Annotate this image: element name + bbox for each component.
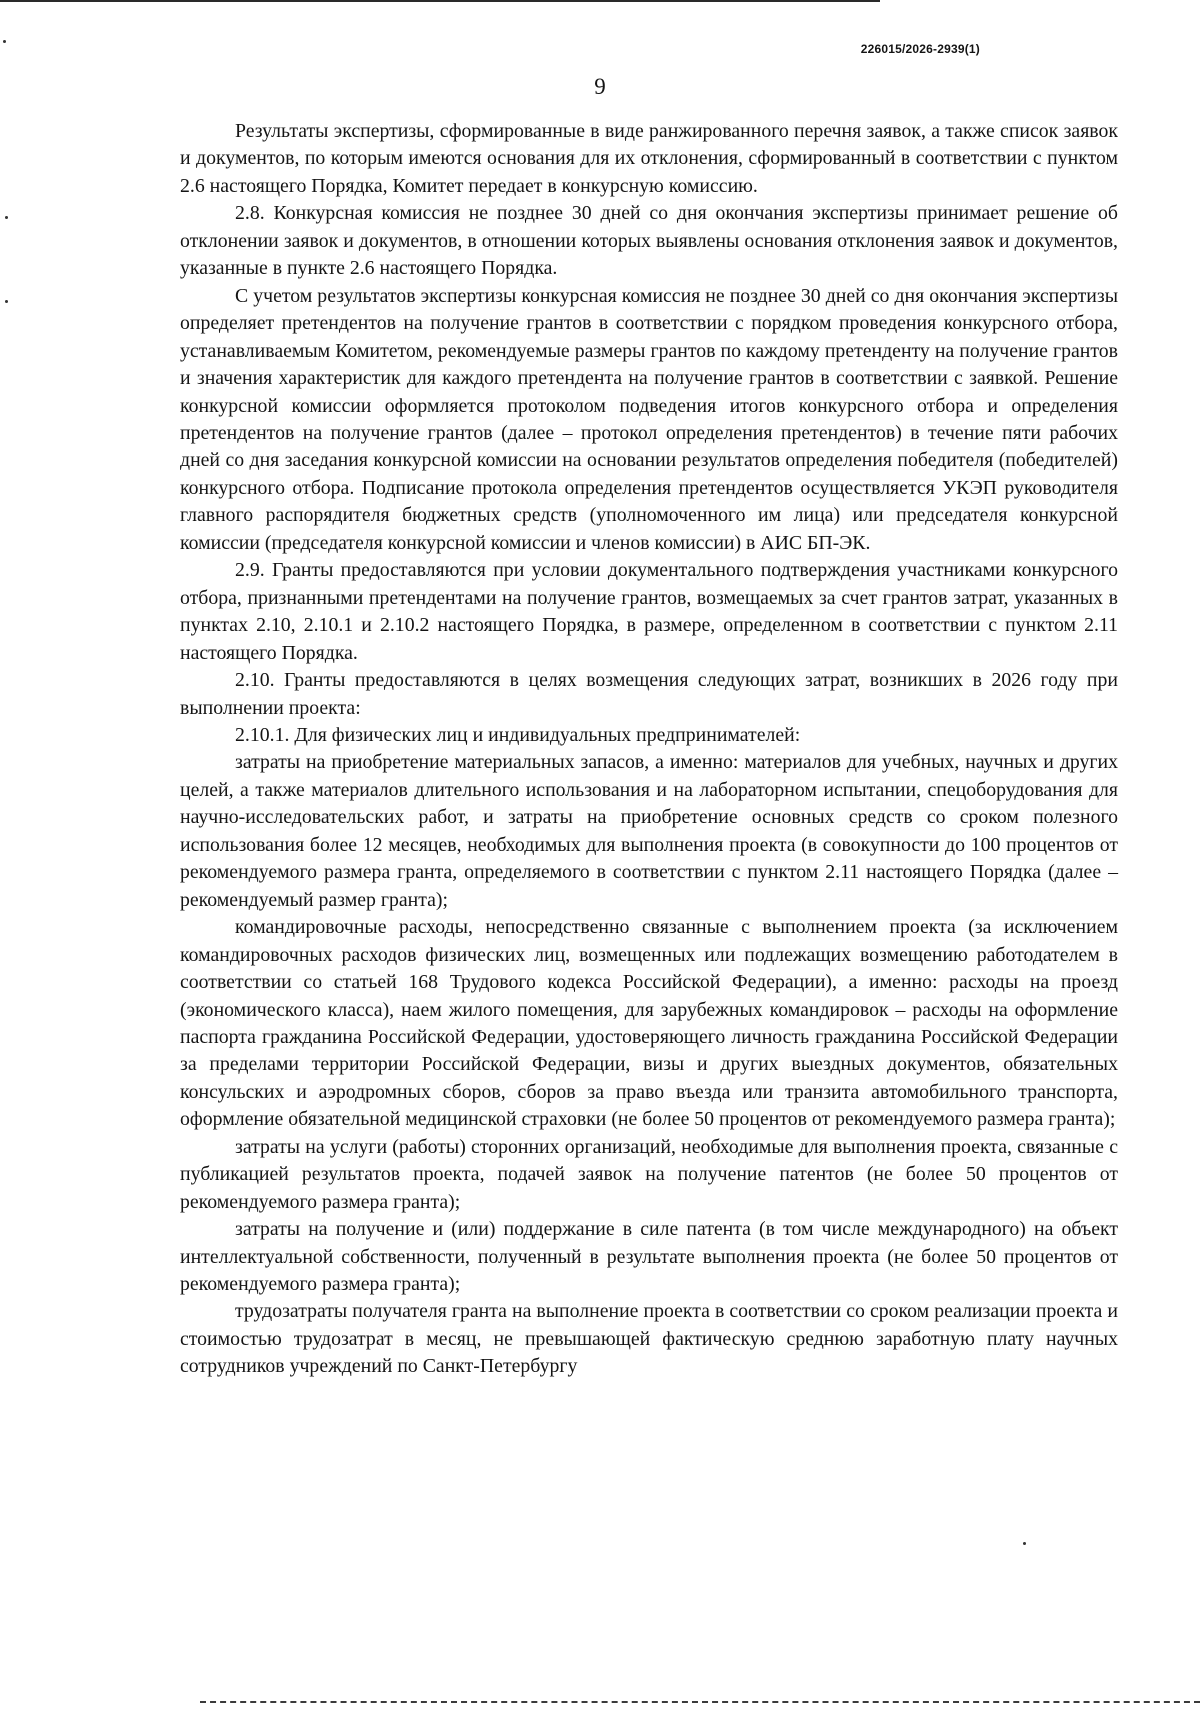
- paragraph-expertise-results: Результаты экспертизы, сформированные в виде ранжированного перечня заявок, а также список заявок и документов, по которым имеются основания для их отклонения, сформированный в соответствии с пунктом 2.6 настоящего Порядка, Комитет передает в конкурсную комиссию.: [180, 120, 1118, 197]
- paragraph-travel-expenses: командировочные расходы, непосредственно связанные с выполнением проекта (за исключением командировочных расходов физических лиц, возмещенных или подлежащих возмещению работодателем в соответствии со статьей 168 Трудового кодекса Российской Федерации), а именно: расходы на проезд (экономического класса), наем жилого помещения, для зарубежных командировок – расходы на оформление паспорта гражданина Российской Федерации, удостоверяющего личность гражданина Российской Федерации за пределами территории Российской Федерации, визы и других выездных документов, обязательных консульских и аэродромных сборов, сборов за право въезда или транзита автомобильного транспорта, оформление обязательной медицинской страховки (не более 50 процентов от рекомендуемого размера гранта);: [180, 916, 1118, 1131]
- page-number: 9: [594, 74, 606, 99]
- scan-edge-top: [0, 0, 880, 2]
- document-body: [180, 118, 1118, 1381]
- paragraph-2-9: 2.9. Гранты предоставляются при условии документального подтверждения участниками конкурсного отбора, признанными претендентами на получение грантов, возмещаемых за счет грантов затрат, указанных в пунктах 2.10, 2.10.1 и 2.10.2 настоящего Порядка, в размере, определенном в соответствии с пунктом 2.11 настоящего Порядка.: [180, 559, 1118, 664]
- paragraph-2-10-1: 2.10.1. Для физических лиц и индивидуальных предпринимателей:: [235, 723, 801, 746]
- paragraph-patent-costs: затраты на получение и (или) поддержание в силе патента (в том числе международного) на объект интеллектуальной собственности, полученный в результате выполнения проекта (не более 50 процентов от рекомендуемого размера гранта);: [180, 1218, 1118, 1296]
- paragraph-2-10: 2.10. Гранты предоставляются в целях возмещения следующих затрат, возникших в 2026 году при выполнении проекта:: [180, 669, 1118, 719]
- paragraph-labor-costs: трудозатраты получателя гранта на выполнение проекта в соответствии со сроком реализации проекта и стоимостью трудозатрат в месяц, не превышающей фактическую среднюю заработную плату научных сотрудников учреждений по Санкт-Петербургу: [180, 1300, 1118, 1378]
- paragraph-material-costs: затраты на приобретение материальных запасов, а именно: материалов для учебных, научных и других целей, а также материалов длительного использования и на лабораторном испытании, спецоборудования для научно-исследовательских работ, и затраты на приобретение основных средств со сроком полезного использования более 12 месяцев, необходимых для выполнения проекта (в совокупности до 100 процентов от рекомендуемого размера гранта, определяемого в соответствии с пунктом 2.11 настоящего Порядка (далее – рекомендуемый размер гранта);: [180, 751, 1118, 911]
- scan-speck: [1023, 1542, 1026, 1545]
- paragraph-third-party-services: затраты на услуги (работы) сторонних организаций, необходимые для выполнения проекта, связанные с публикацией результатов проекта, подачей заявок на получение патентов (не более 50 процентов от рекомендуемого размера гранта);: [180, 1135, 1118, 1213]
- paragraph-2-8: 2.8. Конкурсная комиссия не позднее 30 дней со дня окончания экспертизы принимает решение об отклонении заявок и документов, в отношении которых выявлены основания отклонения заявок и документов, указанные в пункте 2.6 настоящего Порядка.: [180, 202, 1118, 280]
- scan-speck: [3, 40, 6, 43]
- paragraph-commission-decision: С учетом результатов экспертизы конкурсная комиссия не позднее 30 дней со дня окончания экспертизы определяет претендентов на получение грантов в соответствии с порядком проведения конкурсного отбора, устанавливаемым Комитетом, рекомендуемые размеры грантов по каждому претенденту на получение грантов и значения характеристик для каждого претендента на получение грантов в соответствии с заявкой. Решение конкурсной комиссии оформляется протоколом подведения итогов конкурсного отбора и определения претендентов на получение грантов (далее – протокол определения претендентов) в течение пяти рабочих дней со дня заседания конкурсной комиссии на основании результатов определения победителя (победителей) конкурсного отбора. Подписание протокола определения претендентов осуществляется УКЭП руководителя главного распорядителя бюджетных средств (уполномоченного им лица) или председателя конкурсной комиссии (председателя конкурсной комиссии и членов комиссии) в АИС БП-ЭК.: [180, 284, 1118, 554]
- scan-speck: [5, 216, 8, 219]
- scan-edge-bottom: [200, 1701, 1200, 1703]
- document-registration-number: 226015/2026-2939(1): [860, 42, 980, 56]
- scan-speck: [5, 300, 8, 303]
